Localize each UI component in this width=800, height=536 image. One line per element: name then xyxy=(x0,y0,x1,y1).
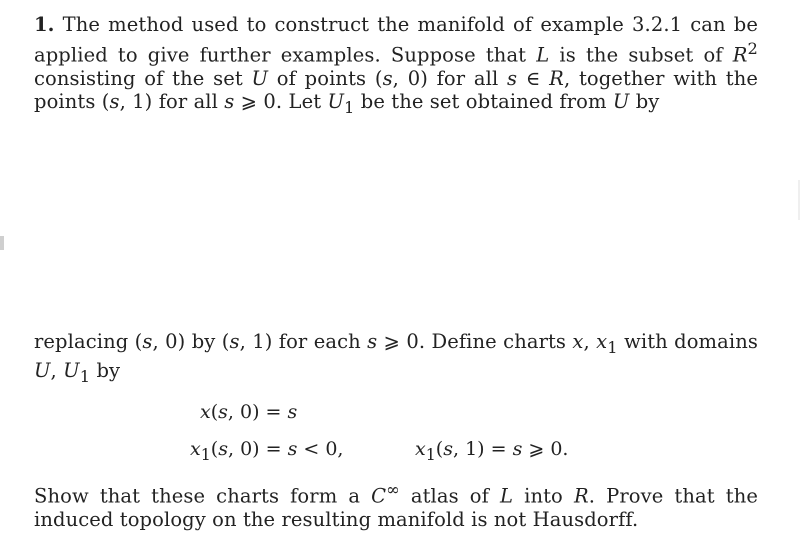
problem-paragraph-3: Show that these charts form a C∞ atlas of L into R. Prove that the induced topology on the resulting manifold is not Hausdorff. xyxy=(34,480,758,531)
problem-paragraph-1: 1. The method used to construct the manifold of example 3.2.1 can be applied to give further examples. Suppose that L is the subset of $R^2$ consisting of the set U of points (s, 0) for all s ∈ R, together with the points (s, 1) for all s ⩾ 0. Let $U_1$ be the set obtained from U by xyxy=(34,13,759,117)
formula-chart-x: x(s, 0) = s xyxy=(200,401,298,423)
formula-chart-x1-nonnegative: $x_1(s$, 1) = s ⩾ 0. xyxy=(415,438,569,464)
problem-number: 1. xyxy=(34,13,55,36)
scan-edge-mark xyxy=(0,236,4,250)
problem-paragraph-2: replacing (s, 0) by (s, 1) for each s ⩾ 0. Define charts x, $x_1$ with domains U, $U_1$ by xyxy=(34,330,758,387)
formula-chart-x1-negative: $x_1(s$, 0) = s < 0, xyxy=(190,438,344,464)
